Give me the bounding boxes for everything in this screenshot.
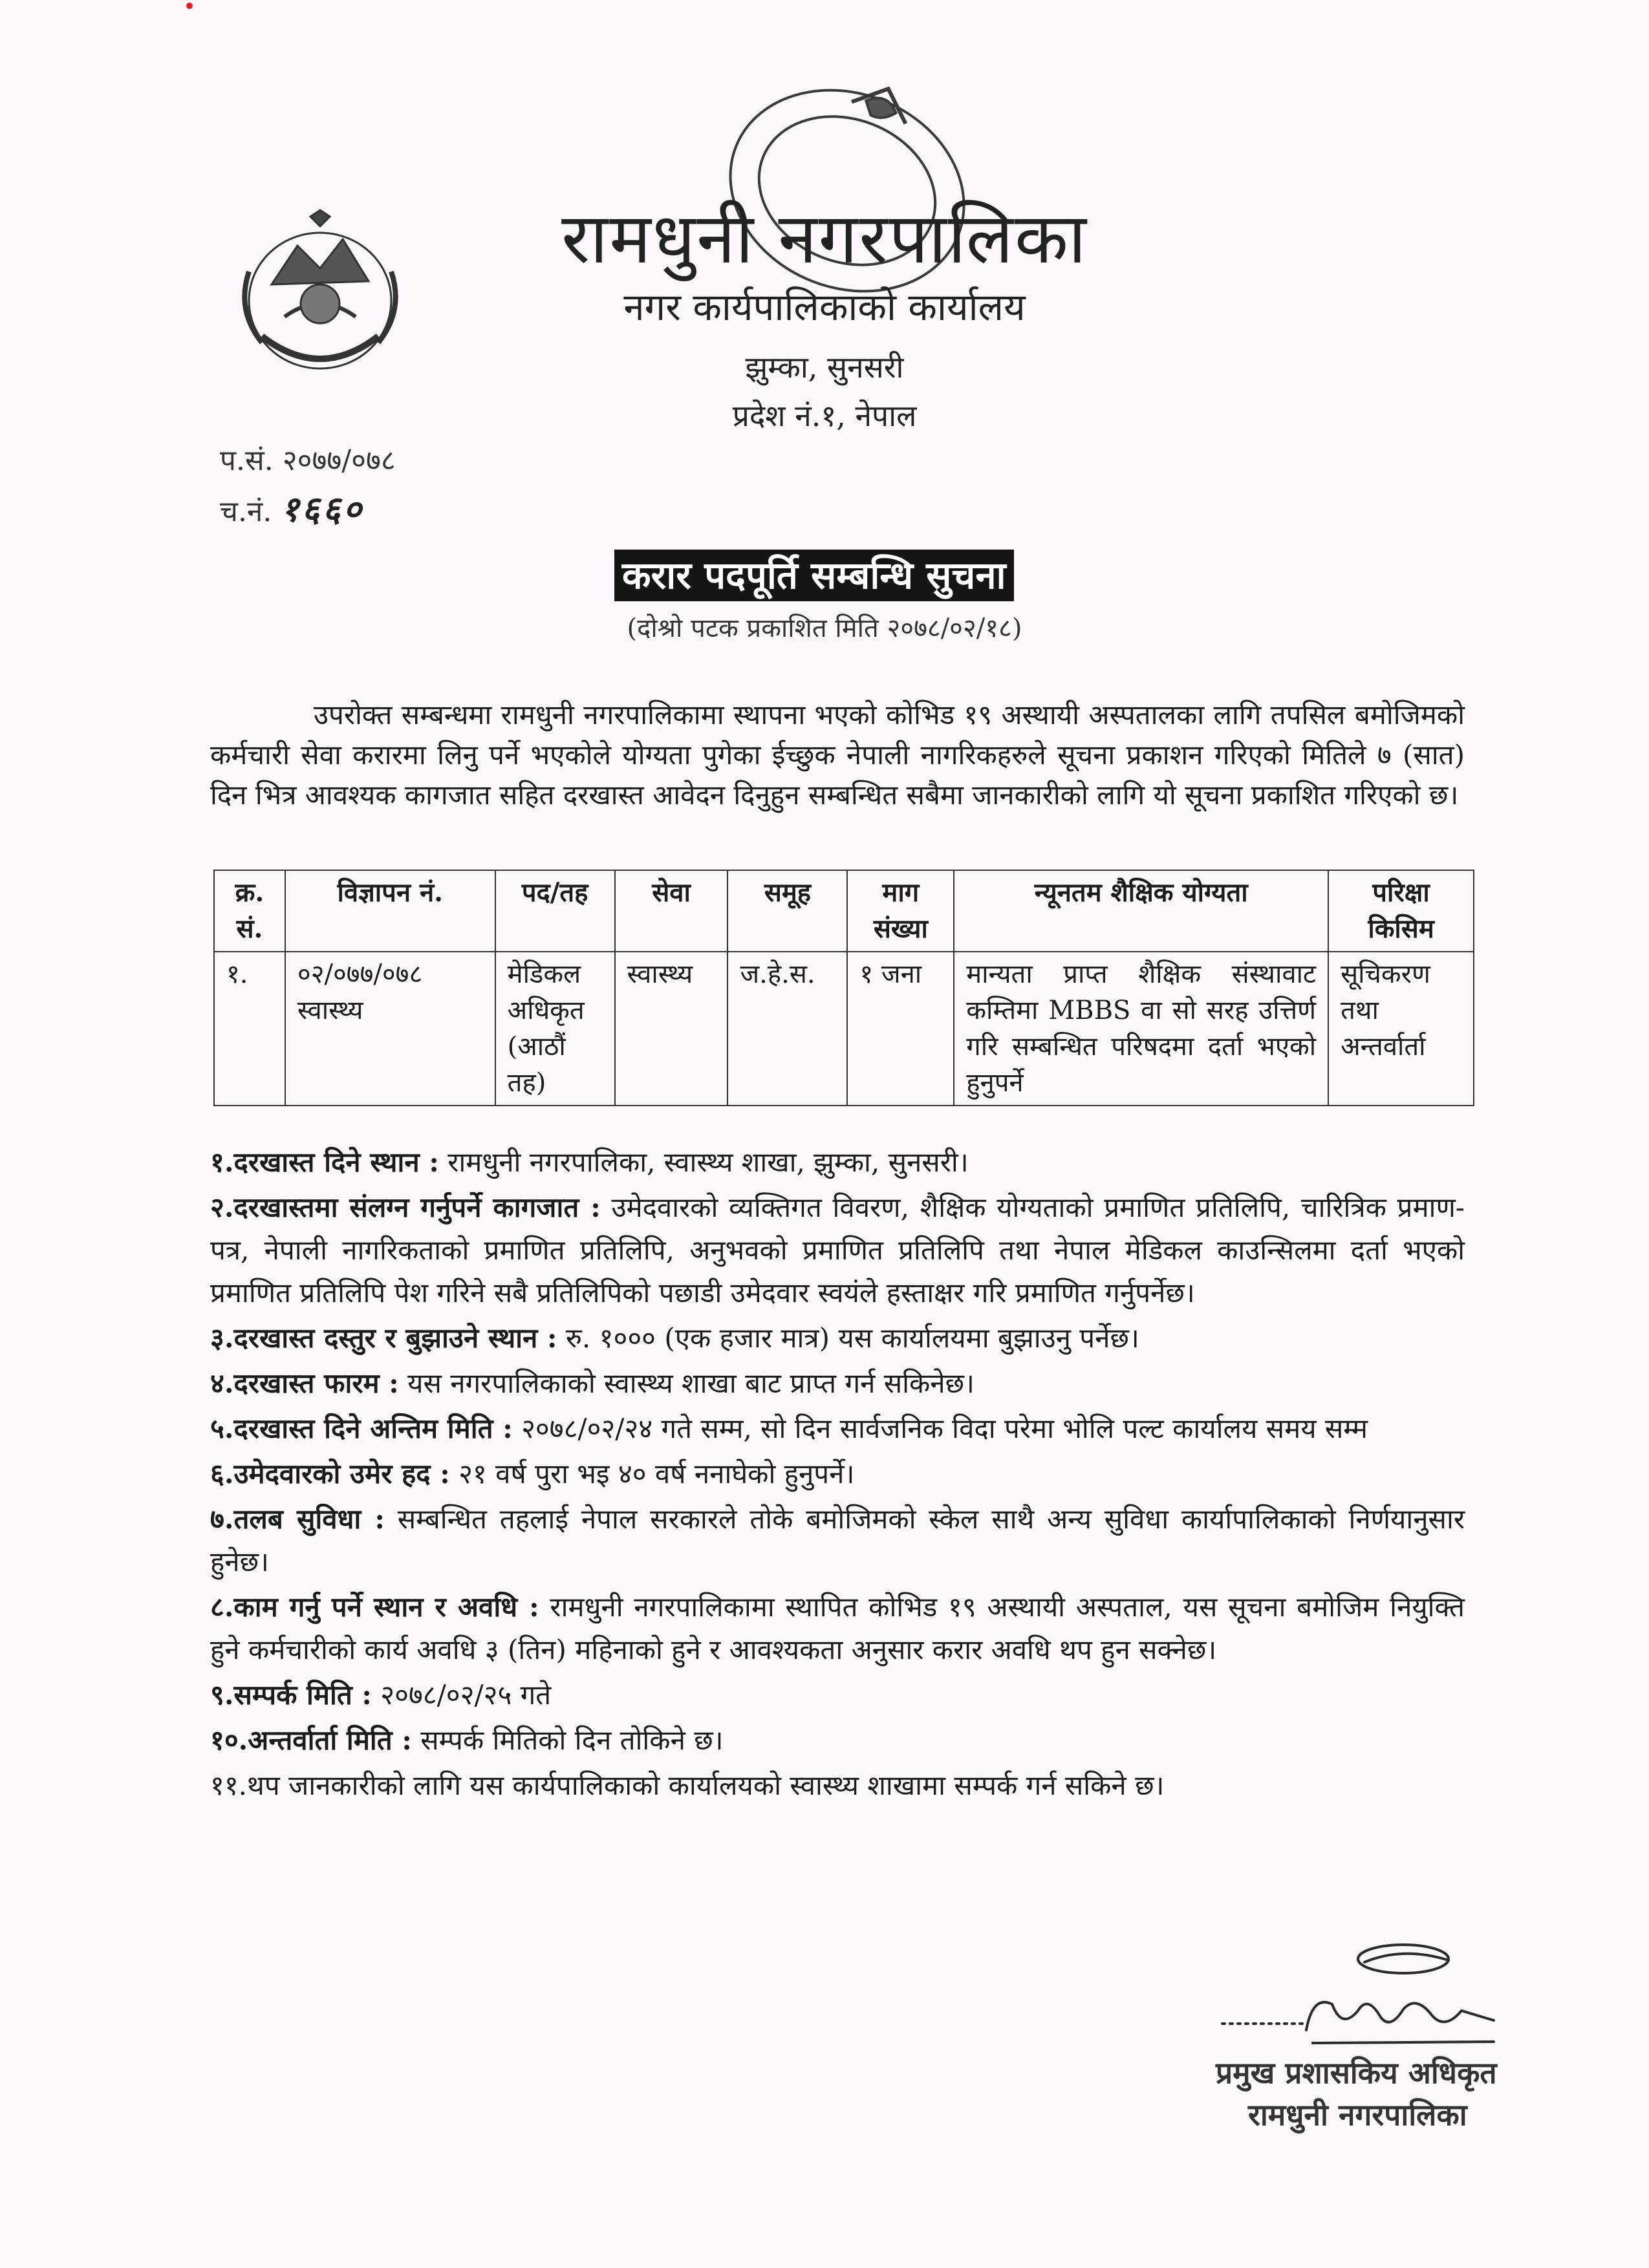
col-post-level: पद/तह [495,870,615,952]
ps-label: प.सं. [220,444,274,477]
vacancy-table [213,870,1474,1106]
office-address: झुम्का, सुनसरी [745,350,904,385]
cell-post-level: मेडिकल अधिकृत (आठौं तह) [495,952,615,1106]
cell-serial: १. [214,952,285,1106]
list-item: ७.तलब सुविधा : सम्बन्धित तहलाई नेपाल सरकारले तोके बमोजिमको स्केल साथै अन्य सुविधा कार्यापालिकाको निर्णयानुसार हुनेछ। [210,1503,1465,1578]
intro-paragraph: उपरोक्त सम्बन्धमा रामधुनी नगरपालिकामा स्थापना भएको कोभिड १९ अस्थायी अस्पतालका लागि तपसिल बमोजिमको कर्मचारी सेवा करारमा लिनु पर्ने भएकोले योग्यता पुगेका ईच्छुक नेपाली नागरिकहरुले सूचना प्रकाशन गरिएको मितिले ७ (सात) दिन भित्र आवश्यक कागजात सहित दरखास्त आवेदन दिनुहुन सम्बन्धित सबैमा जानकारीको लागि यो सूचना प्रकाशित गरिएको छ। [210,699,1465,811]
col-exam-type: परिक्षा किसिम [1328,870,1474,952]
list-item: ६.उमेदवारको उमेर हद : २१ वर्ष पुरा भइ ४० वर्ष ननाघेको हुनुपर्ने। [210,1458,855,1490]
signatory-office: रामधुनी नगरपालिका [1248,2097,1467,2132]
list-item: ८.काम गर्नु पर्ने स्थान र अवधि : रामधुनी नगरपालिकामा स्थापित कोभिड १९ अस्थायी अस्पताल, यस सूचना बमोजिम नियुक्ति हुने कर्मचारीको कार्य अवधि ३ (तिन) महिनाको हुने र आवश्यकता अनुसार करार अवधि थप हुन सक्नेछ। [210,1591,1465,1665]
list-item: २.दरखास्तमा संलग्न गर्नुपर्ने कागजात : उमेदवारको व्यक्तिगत विवरण, शैक्षिक योग्यताको प्रमाणित प्रतिलिपि, चारित्रिक प्रमाण-पत्र, नेपाली नागरिकताको प्रमाणित प्रतिलिपि, अनुभवको प्रमाणित प्रतिलिपि तथा नेपाल मेडिकल काउन्सिलमा दर्ता भएको प्रमाणित प्रतिलिपि पेश गरिने सबै प्रतिलिपिको पछाडी उमेदवार स्वयंले हस्ताक्षर गरि प्रमाणित गर्नुपर्नेछ। [210,1192,1465,1309]
list-item: १०.अन्तर्वार्ता मिति : सम्पर्क मितिको दिन तोकिने छ। [210,1724,724,1756]
col-serial: क्र. सं. [214,870,285,952]
table-row [214,952,1474,1106]
cell-ad-number: ०२/०७७/०७८ स्वास्थ्य [285,952,495,1106]
cn-value: १६६० [281,489,364,530]
list-item: ४.दरखास्त फारम : यस नगरपालिकाको स्वास्थ्य शाखा बाट प्राप्त गर्न सकिनेछ। [210,1367,975,1399]
notice-subtitle: (दोश्रो पटक प्रकाशित मिति २०७८/०२/१८) [627,614,1022,643]
col-min-qualification: न्यूनतम शैक्षिक योग्यता [954,870,1328,952]
col-service: सेवा [615,870,728,952]
letter-ps-number [220,443,396,479]
terms-list [210,1141,1465,1810]
cell-min-qualification: मान्यता प्राप्त शैक्षिक संस्थावाट कम्तिमा MBBS वा सो सरह उत्तिर्ण गरि सम्बन्धित परिषदमा दर्ता भएको हुनुपर्ने [954,952,1328,1106]
list-item: ११.थप जानकारीको लागि यस कार्यपालिकाको कार्यालयको स्वास्थ्य शाखामा सम्पर्क गर्न सकिने छ। [210,1770,1165,1801]
notice-title: करार पदपूर्ति सम्बन्धि सुचना [614,550,1014,601]
col-demand-count: माग संख्या [847,870,954,952]
cell-demand-count: १ जना [847,952,954,1106]
cell-exam-type: सूचिकरण तथा अन्तर्वार्ता [1328,952,1474,1106]
signatory-title: प्रमुख प्रशासकिय अधिकृत [1216,2055,1497,2090]
office-name: नगर कार्यपालिकाको कार्यालय [623,285,1026,329]
cell-group: ज.हे.स. [727,952,847,1106]
list-item: १.दरखास्त दिने स्थान : रामधुनी नगरपालिका, स्वास्थ्य शाखा, झुम्का, सुनसरी। [210,1146,969,1178]
scan-artifact [186,3,193,9]
list-item: ५.दरखास्त दिने अन्तिम मिति : २०७८/०२/२४ गते सम्म, सो दिन सार्वजनिक विदा परेमा भोलि पल्ट कार्यालय समय सम्म [210,1413,1368,1444]
province-line: प्रदेश नं.१, नेपाल [732,398,917,433]
table-header-row [214,870,1474,952]
ps-value: २०७७/०७८ [282,444,396,477]
cn-label: च.नं. [220,495,272,528]
col-ad-number: विज्ञापन नं. [285,870,495,952]
col-group: समूह [727,870,847,952]
list-item: ३.दरखास्त दस्तुर र बुझाउने स्थान : रु. १००० (एक हजार मात्र) यस कार्यालयमा बुझाउनु पर्नेछ। [210,1322,1139,1354]
cell-service: स्वास्थ्य [615,952,728,1106]
list-item: ९.सम्पर्क मिति : २०७८/०२/२५ गते [210,1679,552,1711]
municipality-title: रामधुनी नगरपालिका [561,198,1088,279]
office-stamp [702,61,993,320]
signature-mark [1209,1933,1507,2062]
letter-cn-number [220,491,364,530]
